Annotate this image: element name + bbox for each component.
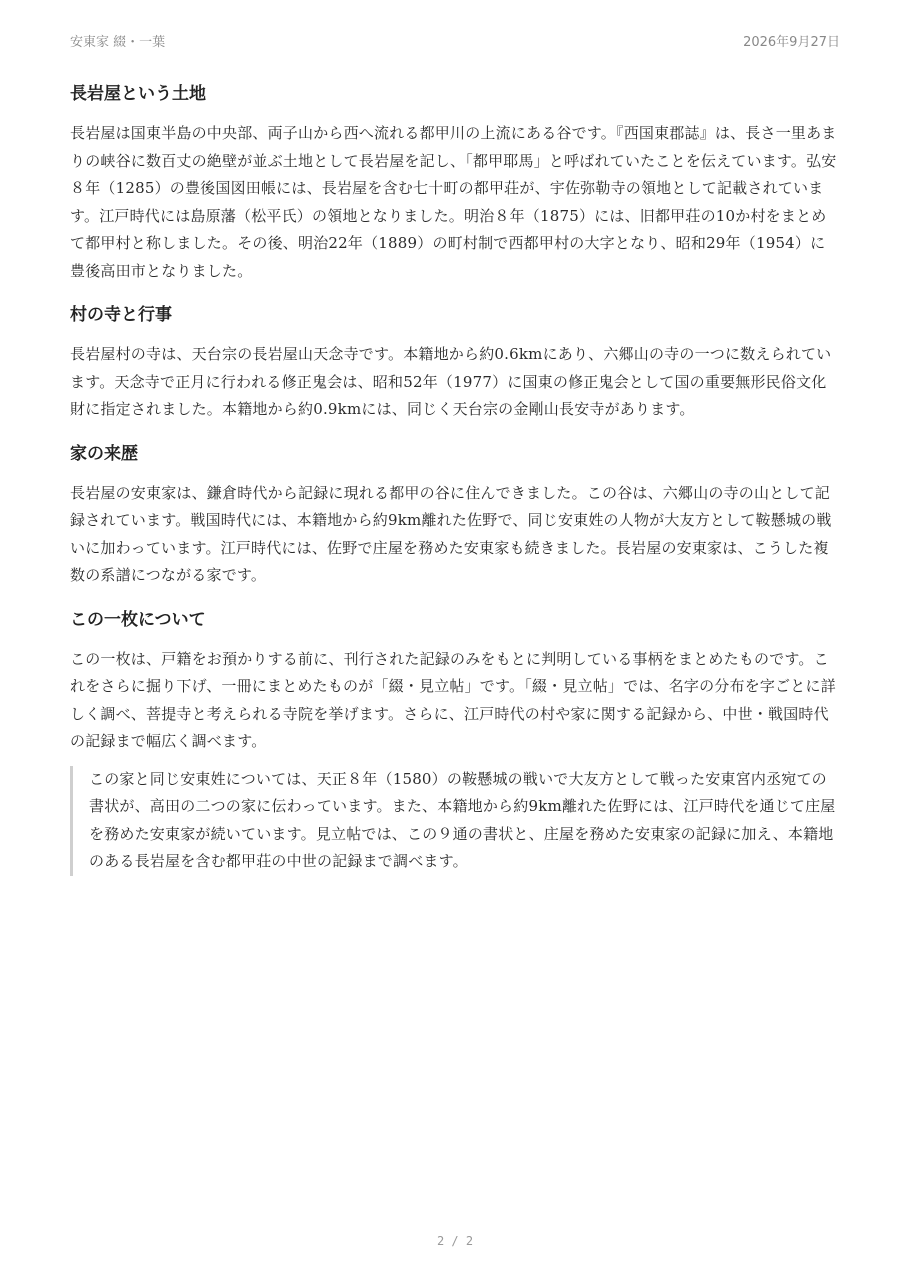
- section-about-this-sheet: [70, 606, 840, 876]
- section-family-history: [70, 440, 840, 590]
- page-number: 2 / 2: [436, 1234, 474, 1248]
- page-header: [70, 30, 840, 50]
- document-date: 2026年9月27日: [743, 34, 840, 50]
- document-body: [70, 80, 840, 876]
- section-title: 村の寺と行事: [70, 305, 172, 325]
- section-paragraph: 長岩屋は国東半島の中央部、両子山から西へ流れる都甲川の上流にある谷です。『西国東郡誌』は、長さ一里あまりの峡谷に数百丈の絶壁が並ぶ土地として長岩屋を記し、「都甲耶馬」と呼ばれていたことを伝えています。弘安８年（1285）の豊後国図田帳には、長岩屋を含む七十町の都甲荘が、宇佐弥勒寺の領地として記載されています。江戸時代には島原藩（松平氏）の領地となりました。明治８年（1875）には、旧都甲荘の10か村をまとめて都甲村と称しました。その後、明治22年（1889）の町村制で西都甲村の大字となり、昭和29年（1954）に豊後高田市となりました。: [70, 124, 837, 280]
- section-paragraph: 長岩屋村の寺は、天台宗の長岩屋山天念寺です。本籍地から約0.6kmにあり、六郷山の寺の一つに数えられています。天念寺で正月に行われる修正鬼会は、昭和52年（1977）に国東の修正鬼会として国の重要無形民俗文化財に指定されました。本籍地から約0.9kmには、同じく天台宗の金剛山長安寺があります。: [70, 345, 832, 418]
- document-title: 安東家 綴・一葉: [70, 34, 166, 50]
- section-title: 長岩屋という土地: [70, 84, 206, 104]
- block-quote: この家と同じ安東姓については、天正８年（1580）の鞍懸城の戦いで大友方として戦った安東宮内丞宛ての書状が、高田の二つの家に伝わっています。また、本籍地から約9km離れた佐野には、江戸時代を通じて庄屋を務めた安東家が続いています。見立帖では、この９通の書状と、庄屋を務めた安東家の記録に加え、本籍地のある長岩屋を含む都甲荘の中世の記録まで調べます。: [70, 766, 840, 876]
- section-temples: [70, 301, 840, 424]
- section-paragraph: この一枚は、戸籍をお預かりする前に、刊行された記録のみをもとに判明している事柄をまとめたものです。これをさらに掘り下げ、一冊にまとめたものが「綴・見立帖」です。「綴・見立帖」では、名字の分布を字ごとに詳しく調べ、菩提寺と考えられる寺院を挙げます。さらに、江戸時代の村や家に関する記録から、中世・戦国時代の記録まで幅広く調べます。: [70, 649, 836, 750]
- section-title: この一枚について: [70, 609, 206, 630]
- section-title: 家の来歴: [70, 443, 138, 464]
- section-land: [70, 80, 840, 285]
- section-paragraph: 長岩屋の安東家は、鎌倉時代から記録に現れる都甲の谷に住んできました。この谷は、六郷山の寺の山として記録されています。戦国時代には、本籍地から約9km離れた佐野で、同じ安東姓の人物が大友方として鞍懸城の戦いに加わっています。江戸時代には、佐野で庄屋を務めた安東家も続きました。長岩屋の安東家は、こうした複数の系譜につながる家です。: [70, 483, 832, 584]
